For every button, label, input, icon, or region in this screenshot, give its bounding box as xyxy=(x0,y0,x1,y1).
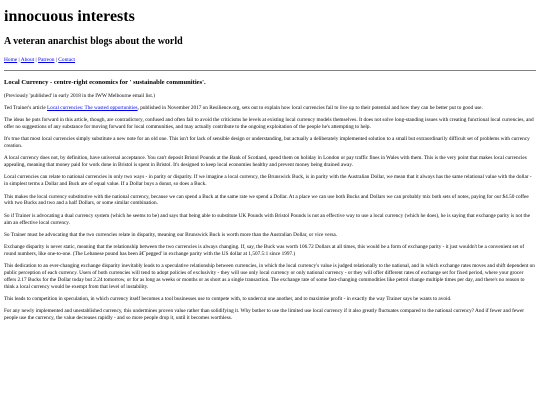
article-paragraph: Local currencies can relate to national currencies in only two ways - in parity or disparity. If we imagine a local currency, the Brunswick Buck, is in parity with the Australian Dollar, we mean that it always has the same relational value with the dollar - in simplest terms a Dollar and Buck are of equal value. If a Dollar buys a donut, so does a Buck. xyxy=(4,174,532,188)
article-paragraph: So if Trainer is advocating a dual currency system (which he seems to be) and says that being able to substitute UK Pounds with Bristol Pounds is not an effective way to use a local currency (which he does), he is saying that exchange parity is not the aim an effective local currency. xyxy=(4,212,530,226)
nav-link-home[interactable]: Home xyxy=(4,56,18,63)
article-paragraph: Exchange disparity is never static, meaning that the relationship between the two currencies is always changing. If, say, the Buck was worth 106.72 Dollars at all times, this would be a form of exchange parity - it just wouldn't be a convenient set of round numbers, like one-to-one. (The Lebanese pound has been â€˜pegged' in exchange parity with the US dollar at 1,507.5:1 since 1997.) xyxy=(4,244,525,257)
article-paragraph: This leads to competition in speculation, in which currency itself becomes a tool businesses use to compete with, to undercut one another, and to maximise profit - in exactly the way Trainer says he wants to avoid. xyxy=(4,296,452,303)
article-source-link[interactable]: Local currencies: The wasted opportunities xyxy=(47,104,138,111)
nav-separator: | xyxy=(35,56,37,63)
article-title: Local Currency - centre-right economics for ' sustainable communities'. xyxy=(4,78,206,86)
article-paragraph: This dedication to an ever-changing exchange disparity inevitably leads to a speculative relationship between currencies, in which the local currency's value is judged relationally to the national, and in which exchange rates moves and shift dependent on public perception of each currency. Users of both currencies will tend to adopt policies of exclusivity - they will use only local currency or only national currency - or they will offer different rates of exchange set for fixed period, where your grocer offers 2.17 Bucks for the Dollar today but 2.24 tomorrow, or for as long as weeks or months or as short as a single transaction. The exchange rate of some fast-changing commodities like petrol change multiple times per day, and there's no reason to think a local currency would be exempt from that level of instability. xyxy=(4,263,535,290)
article-paragraph: This makes the local currency substitutive with the national currency, because we can spend a Buck at the same rate we spend a Dollar. At a place we can use both Bucks and Dollars we can probably mix both sets of notes, paying for our $4.50 coffee with two Bucks and two and a half Dollars, or some similar combination. xyxy=(4,193,529,207)
article-paragraph: It's true that most local currencies simply substitute a new note for an old one. This isn't for lack of sensible design or understanding, but actually a deliberately implemented solution to a small but extraordinarily difficult set of problems with currency creation. xyxy=(4,136,530,150)
intro-text-after: , published in November 2017 on Resilience.org, sets out to explain how local currencies fail to live up to their potential and how they can be better put to good use. xyxy=(137,104,483,111)
article-intro xyxy=(4,105,536,112)
intro-text-before: Ted Trainer's article xyxy=(4,104,48,111)
article-paragraph: A local currency does not, by definition, have universal acceptance. You can't deposit Bristol Pounds at the Bank of Scotland, spend them on holiday in London or pay traffic fines in Wales with them. This is the very point that makes local currencies appealing, meaning that money paid for work done in Bristol is spent in Bristol. It's designed to keep local economies healthy and prevent money being drained away. xyxy=(4,155,527,169)
nav-link-about[interactable]: About xyxy=(20,56,35,63)
nav-separator: | xyxy=(18,56,20,63)
nav-link-contact[interactable]: Contact xyxy=(58,56,76,63)
site-tagline: A veteran anarchist blogs about the world xyxy=(4,35,183,47)
article-paragraph: For any newly implemented and unestablished currency, this undermines proven value rather than solidifying it. Why bother to use the limited use local currency if it also greatly fluctuates compared to the national currency? And if fewer and fewer people use the currency, the value decreases rapidly - and so more people drop it, until it becomes worthless. xyxy=(4,308,525,322)
nav-separator: | xyxy=(55,56,57,63)
nav-bar xyxy=(4,57,536,64)
article xyxy=(4,79,536,323)
article-previously-note: (Previously 'published' in early 2018 in the IWW Melbourne email list.) xyxy=(4,92,155,99)
article-paragraph: So Trainer must be advocating that the two currencies relate in disparity, meaning our Brunswick Buck is worth more than the Australian Dollar, or vice versa. xyxy=(4,231,338,238)
site-title: innocuous interests xyxy=(4,8,135,25)
article-paragraph: The ideas he puts forward in this article, though, are contradictory, confused and often fail to avoid the criticisms he levels at existing local currency models themselves. It does not solve long-standing issues with creating functional local currencies, and offer no suggestions of any substance for moving forward for local communities, and may actually contribute to the ongoing exploitation of the people he's attempting to help. xyxy=(4,116,534,130)
divider xyxy=(4,70,536,71)
nav-link-patreon[interactable]: Patreon xyxy=(38,56,55,63)
